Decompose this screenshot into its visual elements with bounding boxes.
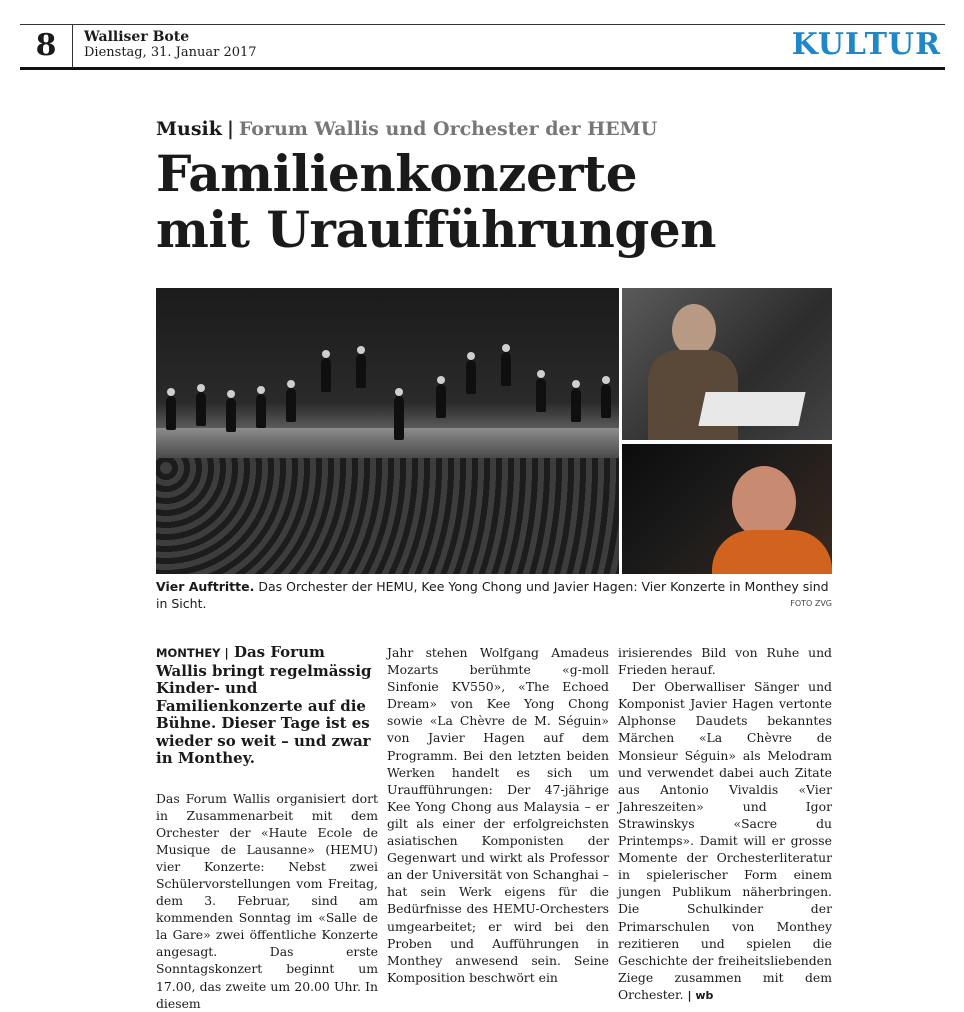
musician-figure <box>536 378 546 412</box>
musician-figure <box>196 392 206 426</box>
article-lead <box>156 644 378 768</box>
composer-photo <box>622 288 832 440</box>
lead-text: Das Forum Wallis bringt regelmässig Kinder- und Familienkonzerte auf die Bühne. Dieser Tage ist es wieder so weit – und zwar in Monthey. <box>156 643 372 767</box>
orchestra-photo <box>156 288 619 574</box>
text-column-1 <box>156 644 378 1012</box>
article-headline <box>156 146 856 258</box>
article-kicker <box>156 118 657 140</box>
body-paragraph: irisierendes Bild von Ruhe und Frieden herauf. <box>618 645 832 678</box>
musician-figure <box>601 384 611 418</box>
text-column-2 <box>387 644 609 986</box>
musician-figure <box>256 394 266 428</box>
audience <box>156 458 619 574</box>
stage-floor <box>156 428 619 458</box>
newspaper-name: Walliser Bote <box>84 29 190 45</box>
author-signoff: | wb <box>687 988 714 1002</box>
musician-figure <box>166 396 176 430</box>
headline-line-2: mit Uraufführungen <box>156 200 716 259</box>
photo-credit: FOTO ZVG <box>790 599 832 608</box>
dateline: MONTHEY | <box>156 646 229 660</box>
kicker-separator: | <box>226 118 234 140</box>
portrait-body <box>712 530 832 574</box>
musician-figure <box>501 352 511 386</box>
text-column-3 <box>618 644 832 1004</box>
musician-figure <box>436 384 446 418</box>
body-paragraph <box>618 678 832 1004</box>
singer-photo <box>622 444 832 574</box>
body-paragraph: Jahr stehen Wolfgang Amadeus Mozarts berühmte «g-moll Sinfonie KV550», «The Echoed Dream» von Kee Yong Chong sowie «La Chèvre de M. Séguin» von Javier Hagen auf dem Programm. Bei den letzten beiden Werken handelt es sich um Uraufführungen: Der 47-jährige Kee Yong Chong aus Malaysia – er gilt als einer der erfolgreichsten asiatischen Komponisten der Gegenwart und wirkt als Professor an der Universität von Schanghai – hat sein Werk eigens für die Bedürfnisse des HEMU-Orchesters umgearbeitet; er wird bei den Proben und Aufführungen in Monthey anwesend sein. Seine Komposition beschwört ein <box>387 645 609 985</box>
masthead <box>20 24 945 70</box>
kicker-subtitle: Forum Wallis und Orchester der HEMU <box>238 118 658 140</box>
musician-figure <box>571 388 581 422</box>
page-number: 8 <box>20 25 73 67</box>
portrait-face <box>672 304 716 356</box>
issue-date: Dienstag, 31. Januar 2017 <box>84 45 257 60</box>
musician-figure <box>286 388 296 422</box>
conductor-figure <box>394 396 404 440</box>
portrait-face <box>732 466 796 538</box>
score-sheet <box>698 392 805 426</box>
body-paragraph: Das Forum Wallis organisiert dort in Zusammenarbeit mit dem Orchester der «Haute Ecole de Musique de Lausanne» (HEMU) vier Konzerte: Nebst zwei Schülervorstellungen vom Freitag, dem 3. Februar, sind am kommenden Sonntag im «Salle de la Gare» zwei öffentliche Konzerte angesagt. Das erste Sonntagskonzert beginnt um 17.00, das zweite um 20.00 Uhr. In diesem <box>156 790 378 1011</box>
photo-caption <box>156 578 832 612</box>
musician-figure <box>226 398 236 432</box>
musician-figure <box>321 358 331 392</box>
caption-lead: Vier Auftritte. <box>156 579 255 594</box>
musician-figure <box>356 354 366 388</box>
caption-text: Das Orchester der HEMU, Kee Yong Chong und Javier Hagen: Vier Konzerte in Monthey sind in Sicht. <box>156 579 829 611</box>
headline-line-1: Familienkonzerte <box>156 144 638 203</box>
body-paragraph-text: Der Oberwalliser Sänger und Komponist Javier Hagen vertonte Alphonse Daudets bekanntes Märchen «La Chèvre de Monsieur Séguin» als Melodram und verwendet dabei auch Zitate aus Antonio Vivaldis «Vier Jahreszeiten» und Igor Strawinskys «Sacre du Printemps». Damit will er grosse Momente der Orchesterliteratur in spielerischer Form einem jungen Publikum näherbringen. Die Schulkinder der Primarschulen von Monthey rezitieren und spielen die Geschichte der freiheitsliebenden Ziege zusammen mit dem Orchester. <box>618 679 832 1002</box>
section-label: KULTUR <box>791 27 941 62</box>
kicker-topic: Musik <box>156 118 222 140</box>
musician-figure <box>466 360 476 394</box>
